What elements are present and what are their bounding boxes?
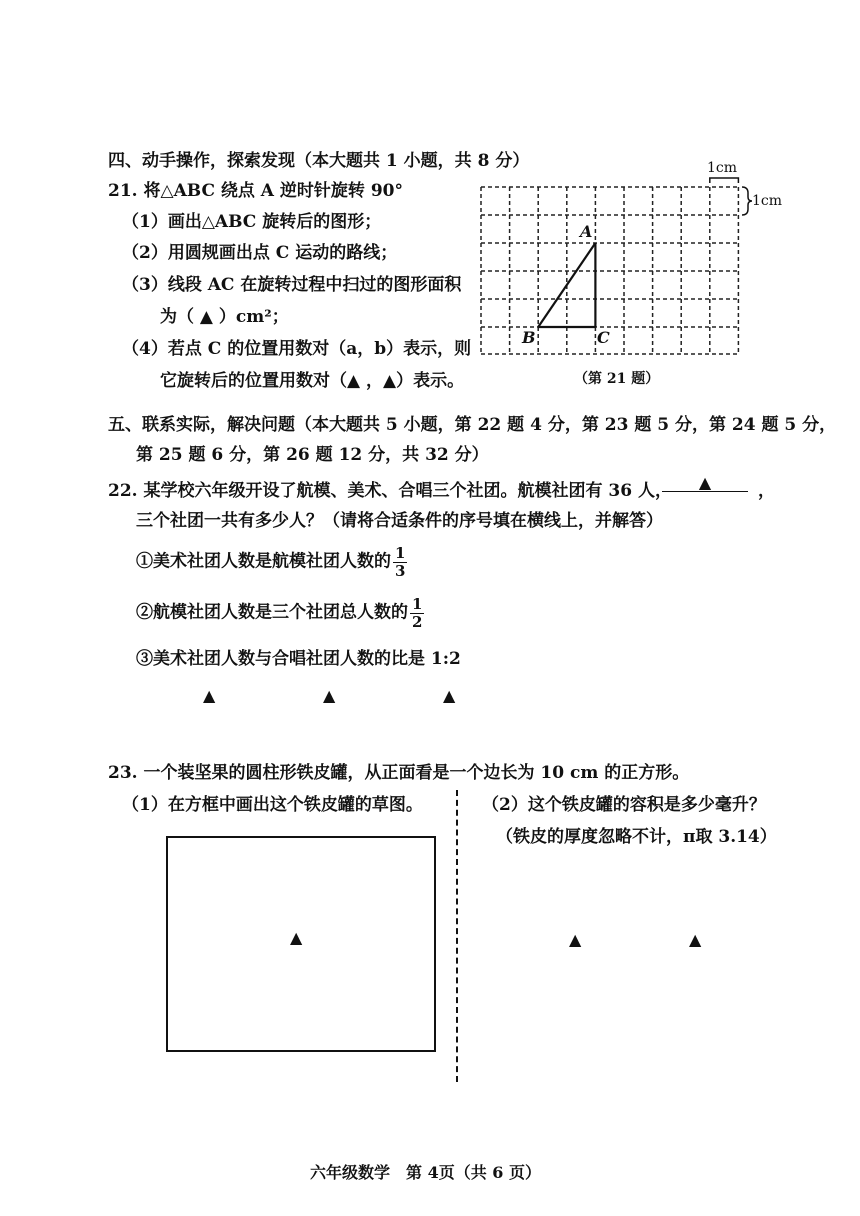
q22-answer-marker-2: ▲ (323, 686, 336, 705)
q22-option1 (136, 545, 407, 579)
q23-stem: 23. 一个装坚果的圆柱形铁皮罐，从正面看是一个边长为 10 cm 的正方形。 (108, 763, 690, 783)
q22-option1-text: ①美术社团人数是航模社团人数的 (136, 551, 391, 572)
q21-part3a: （3）线段 AC 在旋转过程中扫过的图形面积 (122, 275, 462, 295)
q23-part2: （2）这个铁皮罐的容积是多少毫升？ (482, 795, 766, 815)
q22-answer-marker-3: ▲ (443, 686, 456, 705)
section4-heading: 四、动手操作，探索发现（本大题共 1 小题，共 8 分） (108, 151, 530, 171)
q23-part2-note: （铁皮的厚度忽略不计，π取 3.14） (496, 827, 777, 847)
q22-answer-blank[interactable] (662, 473, 748, 492)
q23-part2-marker-1: ▲ (569, 930, 582, 949)
q22-answer-marker-1: ▲ (203, 686, 216, 705)
q22-stem-line2: 三个社团一共有多少人？（请将合适条件的序号填在横线上，并解答） (136, 511, 663, 531)
q22-option2-fraction (410, 596, 424, 630)
point-c-label: C (597, 328, 610, 347)
q21-part3b: 为（ ▲ ）cm²； (160, 307, 289, 327)
q22-blank-marker: ▲ (698, 473, 712, 492)
unit-brackets (710, 178, 752, 215)
q22-option2 (136, 596, 424, 630)
q23-part2-marker-2: ▲ (689, 930, 702, 949)
unit-label-horizontal: 1cm (707, 160, 738, 176)
figure21-caption: （第 21 题） (574, 371, 660, 387)
q21-grid-svg (0, 0, 860, 420)
section5-heading-line1: 五、联系实际，解决问题（本大题共 5 小题，第 22 题 4 分，第 23 题 5 分，第 24 题 5 分， (108, 415, 837, 435)
q23-divider (456, 790, 458, 1082)
point-a-label: A (580, 222, 593, 241)
q21-stem: 21. 将△ABC 绕点 A 逆时针旋转 90° (108, 181, 403, 201)
q23-part1: （1）在方框中画出这个铁皮罐的草图。 (122, 795, 423, 815)
q21-part1: （1）画出△ABC 旋转后的图形； (122, 212, 382, 232)
page-footer: 六年级数学 第 4页（共 6 页） (310, 1163, 541, 1182)
fraction-numerator: 1 (412, 595, 423, 613)
fraction-denominator: 3 (395, 561, 406, 580)
q22-option3: ③美术社团人数与合唱社团人数的比是 1:2 (136, 649, 461, 669)
section5-heading-line2: 第 25 题 6 分，第 26 题 12 分，共 32 分） (136, 445, 489, 465)
unit-label-vertical: 1cm (752, 193, 783, 209)
q22-stem-end: ， (758, 481, 775, 501)
fraction-denominator: 2 (412, 612, 423, 631)
fraction-numerator: 1 (395, 544, 406, 562)
q21-part4a: （4）若点 C 的位置用数对（a，b）表示，则 (122, 339, 472, 359)
q22-option2-text: ②航模社团人数是三个社团总人数的 (136, 602, 408, 623)
q21-part4b: 它旋转后的位置用数对（▲ ，▲）表示。 (160, 371, 465, 391)
point-b-label: B (522, 328, 536, 347)
q22-stem-line1: 22. 某学校六年级开设了航模、美术、合唱三个社团。航模社团有 36 人， (108, 481, 672, 501)
q21-part2: （2）用圆规画出点 C 运动的路线； (122, 243, 398, 263)
q22-option1-fraction (393, 545, 407, 579)
q23-part1-marker: ▲ (290, 928, 303, 947)
